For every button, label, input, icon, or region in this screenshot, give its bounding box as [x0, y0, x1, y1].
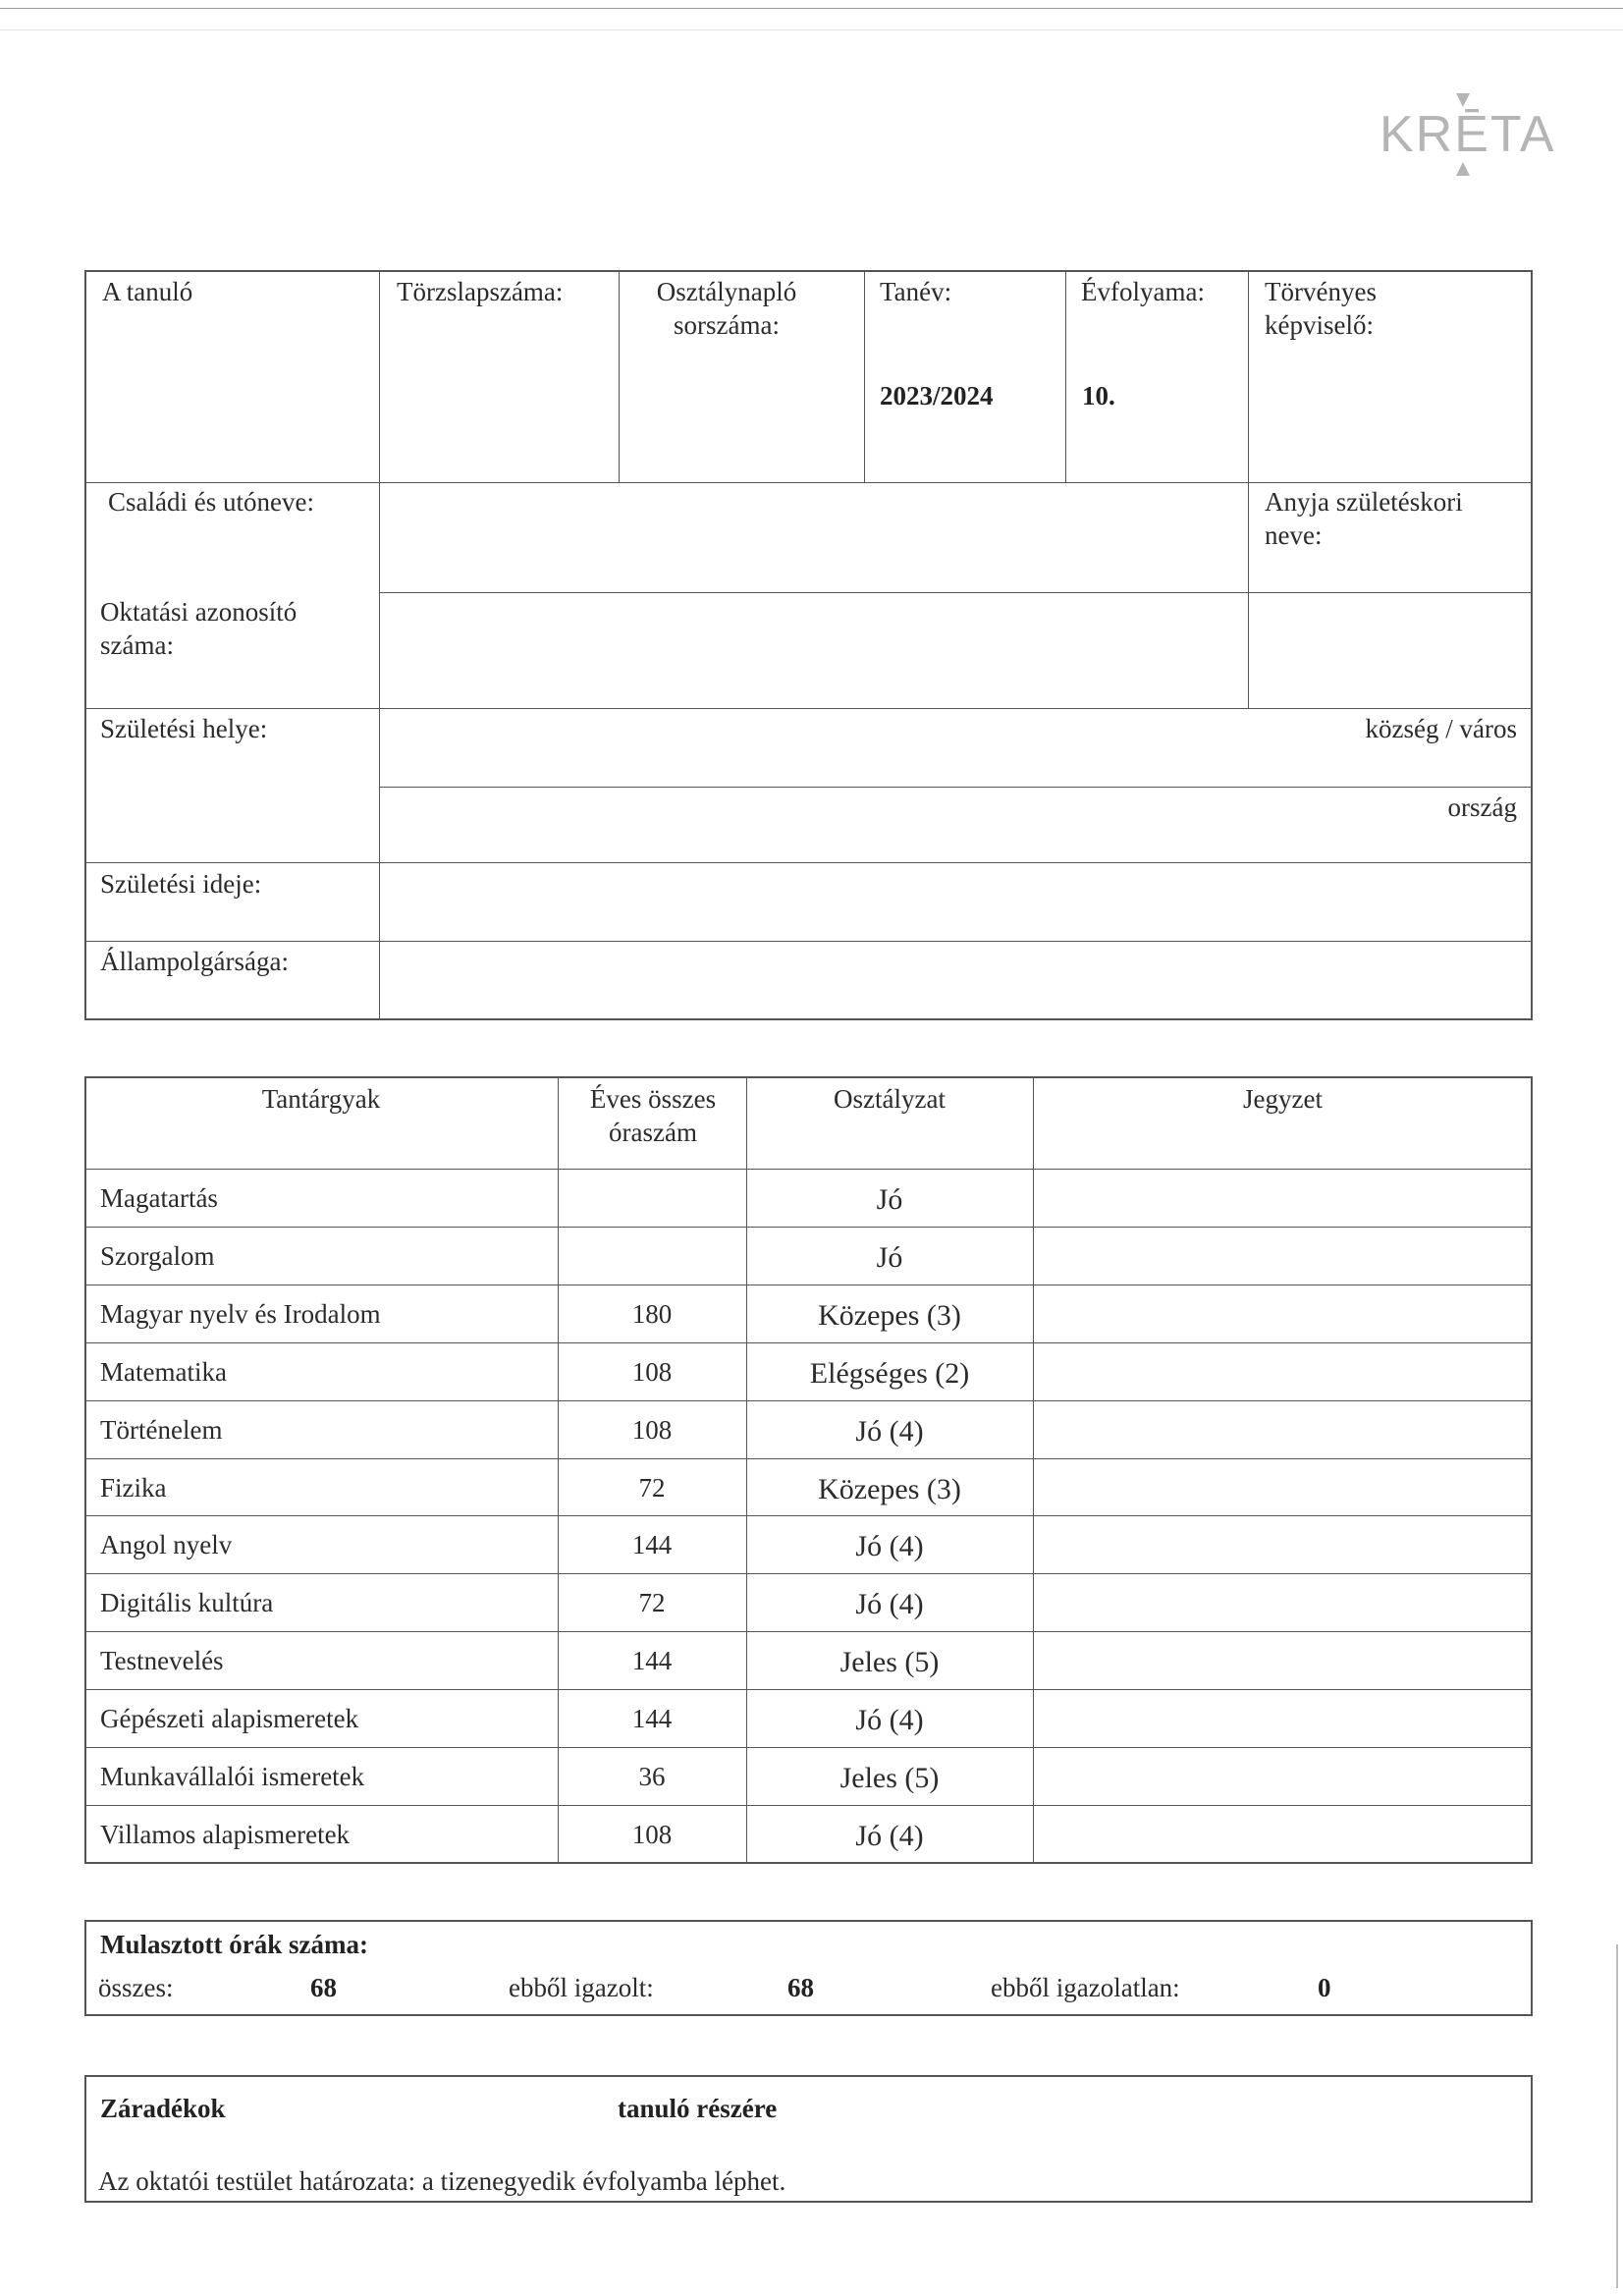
absences-justified-label: ebből igazolt:	[509, 1973, 654, 2002]
label-name: Családi és utóneve:	[108, 487, 314, 517]
header-grade: Osztályzat	[834, 1084, 946, 1114]
row-divider	[84, 1689, 1533, 1690]
absences-unjustified-label: ebből igazolatlan:	[991, 1973, 1180, 2002]
hours-cell: 108	[631, 1820, 673, 1849]
grade-cell: Jeles (5)	[839, 1646, 940, 1678]
header-subjects: Tantárgyak	[261, 1084, 381, 1114]
label-country: ország	[1447, 793, 1517, 822]
grade-value: 10.	[1082, 381, 1115, 410]
clauses-text: Az oktatói testület határozata: a tizenegyedik évfolyamba léphet.	[98, 2166, 786, 2196]
header-hours: Éves összes óraszám	[589, 1084, 717, 1147]
label-birth-date: Születési ideje:	[100, 869, 262, 899]
label-edu-id: Oktatási azonosító száma:	[100, 597, 298, 660]
hours-cell: 144	[631, 1646, 673, 1675]
divider	[84, 482, 1533, 483]
row-divider	[84, 1631, 1533, 1632]
grade-cell: Jó (4)	[855, 1820, 924, 1852]
absences-title: Mulasztott órák száma:	[100, 1930, 368, 1959]
clauses-subtitle: tanuló részére	[618, 2094, 778, 2123]
hours-cell: 144	[631, 1530, 673, 1559]
grade-cell: Jó (4)	[855, 1704, 924, 1736]
label-citizenship: Állampolgársága:	[100, 947, 289, 976]
absences-total-label: összes:	[98, 1973, 174, 2002]
row-divider	[84, 1747, 1533, 1748]
divider	[558, 1076, 559, 1864]
subject-cell: Testnevelés	[100, 1646, 224, 1675]
subject-cell: Digitális kultúra	[100, 1588, 274, 1617]
clauses-title: Záradékok	[100, 2094, 226, 2123]
subject-cell: Villamos alapismeretek	[100, 1820, 351, 1849]
logo-text: KRĒTA	[1380, 106, 1556, 163]
row-divider	[84, 1400, 1533, 1401]
row-divider	[84, 1515, 1533, 1516]
subject-cell: Történelem	[100, 1415, 223, 1445]
grade-cell: Jó	[876, 1241, 903, 1274]
grade-cell: Jó (4)	[855, 1530, 924, 1562]
school-year-value: 2023/2024	[880, 381, 994, 410]
divider	[1065, 270, 1066, 482]
divider	[619, 270, 620, 482]
hours-cell: 72	[638, 1473, 666, 1503]
absences-unjustified-value: 0	[1318, 1973, 1331, 2002]
subject-cell: Munkavállalói ismeretek	[100, 1762, 365, 1791]
subject-cell: Szorgalom	[100, 1241, 215, 1271]
scan-top-border-faint	[0, 29, 1623, 30]
subject-cell: Fizika	[100, 1473, 167, 1503]
logo-triangle-up-icon	[1456, 162, 1470, 176]
divider	[84, 1169, 1533, 1170]
label-mother-name: Anyja születéskori neve:	[1265, 487, 1463, 550]
scan-top-border	[0, 8, 1623, 9]
divider	[379, 270, 380, 482]
subject-cell: Matematika	[100, 1357, 227, 1387]
hours-cell: 72	[638, 1588, 666, 1617]
absences-justified-value: 68	[787, 1973, 814, 2002]
grade-cell: Jó (4)	[855, 1415, 924, 1448]
scan-edge-mark	[1616, 1944, 1618, 2288]
subject-cell: Magatartás	[100, 1183, 218, 1213]
subject-cell: Gépészeti alapismeretek	[100, 1704, 359, 1733]
row-divider	[84, 1342, 1533, 1343]
header-guardian: Törvényes képviselő:	[1265, 277, 1377, 340]
divider	[84, 708, 1533, 709]
hours-cell: 36	[638, 1762, 666, 1791]
label-town-city: község / város	[1365, 714, 1517, 743]
header-reg-number: Törzslapszáma:	[397, 277, 564, 306]
grade-cell: Közepes (3)	[818, 1473, 961, 1505]
hours-cell: 144	[631, 1704, 673, 1733]
hours-cell: 108	[631, 1357, 673, 1387]
row-divider	[84, 1227, 1533, 1228]
divider	[84, 941, 1533, 942]
row-divider	[84, 1573, 1533, 1574]
header-school-year: Tanév:	[880, 277, 952, 306]
grade-cell: Közepes (3)	[818, 1299, 961, 1332]
subject-cell: Angol nyelv	[100, 1530, 233, 1559]
divider	[84, 862, 1533, 863]
header-grade: Évfolyama:	[1081, 277, 1205, 306]
header-student: A tanuló	[102, 277, 193, 306]
divider	[864, 270, 865, 482]
divider	[379, 592, 1533, 593]
subject-cell: Magyar nyelv és Irodalom	[100, 1299, 381, 1329]
divider	[1248, 270, 1249, 708]
header-note: Jegyzet	[1243, 1084, 1323, 1114]
divider	[379, 787, 1533, 788]
hours-cell: 180	[631, 1299, 673, 1329]
divider	[379, 482, 380, 1020]
row-divider	[84, 1458, 1533, 1459]
row-divider	[84, 1805, 1533, 1806]
grade-cell: Elégséges (2)	[809, 1357, 970, 1390]
label-birth-place: Születési helye:	[100, 714, 268, 743]
absences-total-value: 68	[310, 1973, 337, 2002]
kreta-logo	[1380, 93, 1556, 182]
hours-cell: 108	[631, 1415, 673, 1445]
grade-cell: Jó	[876, 1183, 903, 1216]
grade-cell: Jeles (5)	[839, 1762, 940, 1794]
divider	[1033, 1076, 1034, 1864]
header-class-log-number: Osztálynapló sorszáma:	[656, 277, 797, 340]
grade-cell: Jó (4)	[855, 1588, 924, 1620]
